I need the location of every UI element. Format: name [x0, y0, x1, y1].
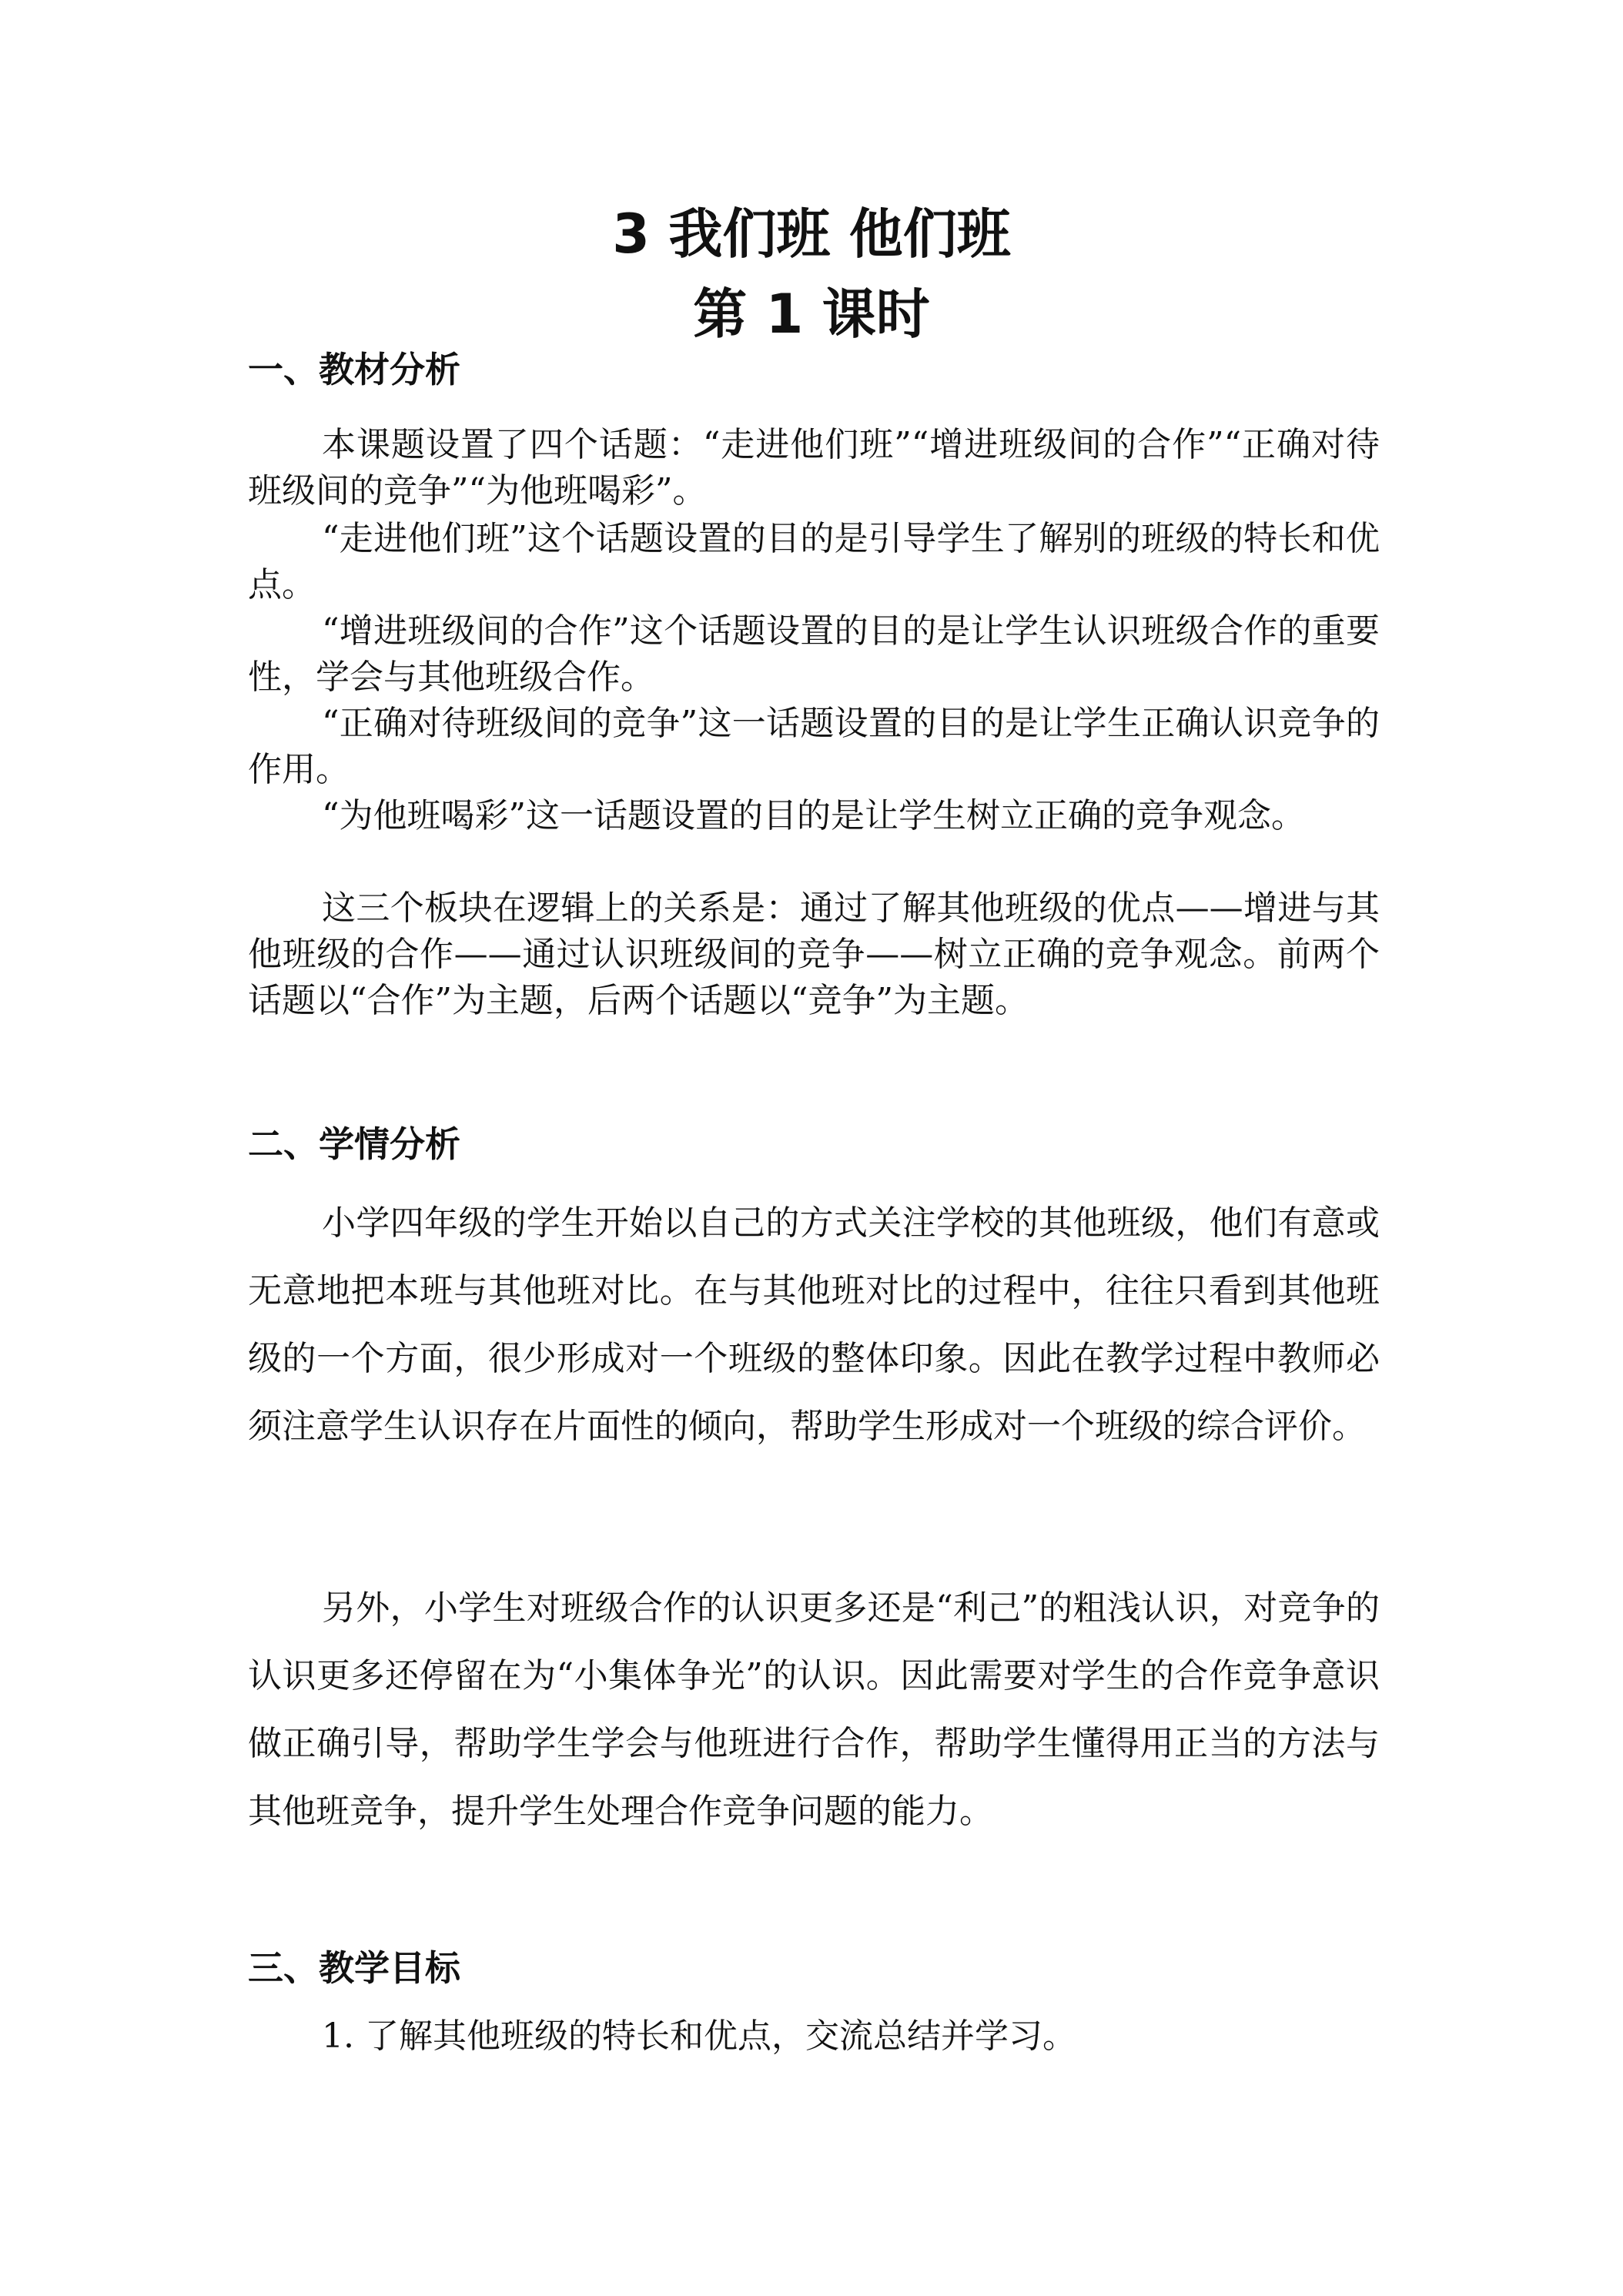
paragraph: 小学四年级的学生开始以自己的方式关注学校的其他班级，他们有意或无意地把本班与其他班对比。在与其他班对比的过程中，往往只看到其他班级的一个方面，很少形成对一个班级的整体印象。因此在教学过程中教师必须注意学生认识存在片面性的倾向，帮助学生形成对一个班级的综合评价。	[248, 1203, 1380, 1446]
paragraph: 这三个板块在逻辑上的关系是：通过了解其他班级的优点——增进与其他班级的合作——通过认识班级间的竞争——树立正确的竞争观念。前两个话题以“合作”为主题，后两个话题以“竞争”为主题。	[248, 889, 1380, 1020]
paragraph: “走进他们班”这个话题设置的目的是引导学生了解别的班级的特长和优点。	[248, 519, 1380, 604]
paragraph: “为他班喝彩”这一话题设置的目的是让学生树立正确的竞争观念。	[322, 796, 1305, 835]
paragraph: “正确对待班级间的竞争”这一话题设置的目的是让学生正确认识竞争的作用。	[248, 704, 1380, 789]
paragraph: 另外，小学生对班级合作的认识更多还是“利己”的粗浅认识，对竞争的认识更多还停留在为“小集体争光”的认识。因此需要对学生的合作竞争意识做正确引导，帮助学生学会与他班进行合作，帮助学生懂得用正当的方法与其他班竞争，提升学生处理合作竞争问题的能力。	[248, 1588, 1380, 1831]
lesson-period: 第 1 课时	[693, 283, 930, 346]
section-heading-objectives: 三、教学目标	[248, 1947, 460, 1989]
objective-item: 1. 了解其他班级的特长和优点，交流总结并学习。	[322, 2017, 1076, 2056]
paragraph: 本课题设置了四个话题：“走进他们班”“增进班级间的合作”“正确对待班级间的竞争”“为他班喝彩”。	[248, 425, 1380, 510]
section-heading-learners: 二、学情分析	[248, 1123, 460, 1165]
paragraph: “增进班级间的合作”这个话题设置的目的是让学生认识班级合作的重要性，学会与其他班级合作。	[248, 611, 1380, 697]
lesson-title: 3 我们班 他们班	[612, 202, 1011, 266]
section-heading-materials: 一、教材分析	[248, 349, 460, 390]
